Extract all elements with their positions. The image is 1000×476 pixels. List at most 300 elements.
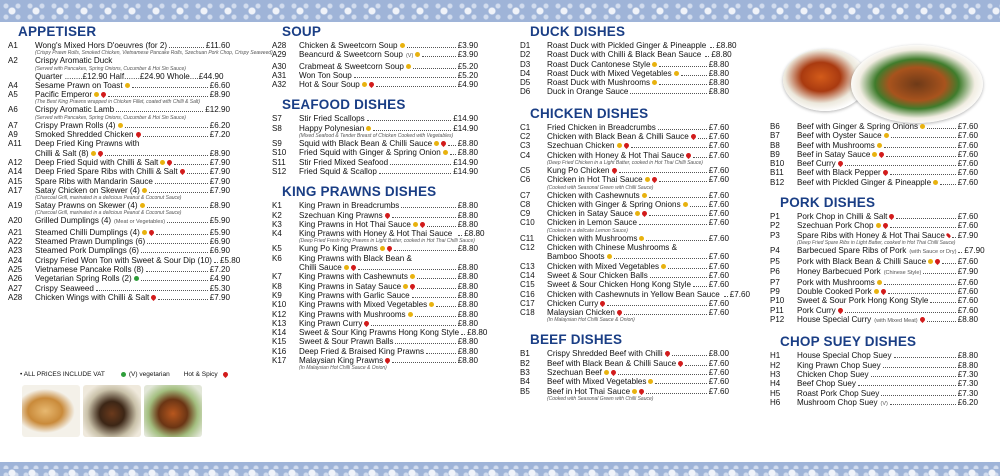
item-price: £4.90 [209, 274, 230, 284]
dot-leader [940, 184, 956, 185]
menu-item [520, 243, 729, 252]
item-description: (Served with Pancakes, Spring Onions, Cucumber & Hoi Sin Sauce) [35, 65, 186, 72]
nut-icon [648, 379, 653, 384]
menu-item [520, 234, 729, 243]
item-code: C7 [520, 190, 531, 200]
item-code: S11 [272, 157, 286, 167]
item-code: A21 [8, 227, 23, 237]
item-price: £8.80 [457, 356, 478, 366]
dot-leader [871, 376, 956, 377]
menu-item [8, 246, 230, 255]
item-name: Beef with Oyster Sauce [797, 131, 882, 141]
item-code: C12 [520, 243, 535, 253]
item-code: A6 [8, 105, 18, 115]
dot-leader [422, 56, 455, 57]
item-name: Kung Po Chicken [547, 165, 610, 175]
nut-icon [91, 151, 96, 156]
item-price: £8.80 [457, 263, 478, 273]
menu-item [8, 237, 230, 246]
dot-leader [427, 226, 456, 227]
nut-icon [661, 264, 666, 269]
stir-fry-dish-photo [851, 45, 983, 123]
menu-item [8, 139, 230, 148]
item-name: Chicken with Cashewnuts [547, 190, 640, 200]
item-code: A15 [8, 176, 23, 186]
dot-leader [392, 217, 456, 218]
item-name: Szechuan Beef [547, 368, 602, 378]
item-price: £7.60 [708, 190, 729, 200]
nut-icon [876, 223, 881, 228]
menu-item [272, 148, 478, 157]
dot-leader [845, 312, 956, 313]
menu-item [8, 149, 230, 158]
nut-icon [142, 188, 147, 193]
item-price: £6.90 [209, 246, 230, 256]
item-price: £8.80 [457, 210, 478, 220]
menu-item [272, 124, 478, 133]
item-price: £7.60 [957, 305, 978, 315]
chicken-heading: CHICKEN DISHES [530, 105, 649, 121]
dot-leader [395, 343, 455, 344]
item-price: £7.60 [708, 308, 729, 318]
nut-icon [874, 289, 879, 294]
item-code: P5 [770, 257, 780, 267]
nut-icon [652, 80, 657, 85]
seafood-list [272, 114, 478, 176]
dot-leader [147, 207, 208, 208]
item-price: £7.90 [209, 185, 230, 195]
item-name: Chicken in Hot Thai Sauce [547, 175, 643, 185]
item-price: £8.80 [708, 59, 729, 69]
dot-leader [618, 374, 707, 375]
item-name: Crispy Aromatic Lamb [35, 105, 115, 115]
menu-item [770, 398, 978, 409]
item-name: Chicken with Honey & Hot Thai Sauce [547, 150, 685, 160]
item-name: Roast Duck Cantonese Style [547, 59, 651, 69]
item-description: (Crispy Prawn Rolls, Smoked Chicken, Vietnamese Pancake Rolls, Szechuan Pork Chop, Crispy Seaweed) [35, 50, 273, 57]
item-price: £8.80 [457, 281, 478, 291]
food-photos [22, 385, 202, 437]
dot-leader [890, 227, 956, 228]
item-name: Pork Curry [797, 305, 836, 315]
menu-item [770, 178, 978, 187]
item-code: C15 [520, 280, 535, 290]
item-code: A12 [8, 157, 23, 167]
item-code: B8 [770, 140, 780, 150]
item-name: Quarter ........£12.90 Half.......£24.90 Whole....£44.90 [35, 71, 224, 81]
menu-item [8, 121, 230, 130]
item-price: £7.90 [964, 245, 985, 255]
item-name: Steamed Prawn Dumplings (6) [35, 237, 146, 247]
item-name: Crispy Fried Won Ton with Sweet & Sour Dip (10) [35, 255, 212, 265]
item-name: Fried Squid with Ginger & Spring Onion [299, 148, 441, 158]
chilli-icon [878, 151, 885, 158]
dot-leader [668, 268, 707, 269]
item-code: A26 [8, 274, 23, 284]
king-prawns-list [272, 201, 488, 372]
nut-icon [920, 124, 925, 129]
menu-item [770, 315, 978, 326]
item-price: £7.60 [708, 261, 729, 271]
dot-leader [942, 263, 956, 264]
item-price: £8.80 [957, 360, 978, 370]
item-price: £7.60 [708, 209, 729, 219]
dot-leader [461, 334, 465, 335]
nut-icon [406, 64, 411, 69]
dot-leader [146, 271, 208, 272]
item-code: A17 [8, 185, 23, 195]
dot-leader [401, 207, 455, 208]
menu-item [272, 167, 478, 176]
vat-notice-text: ALL PRICES INCLUDE VAT [23, 371, 105, 378]
dot-leader [354, 77, 456, 78]
item-price: £7.60 [708, 122, 729, 132]
menu-item [520, 50, 732, 60]
item-description: (Charcoal Grill, marinated in a delicious Peanut & Coconut Sauce) [35, 210, 182, 217]
item-price: £5.20 [457, 61, 478, 71]
item-price: £7.60 [708, 165, 729, 175]
chilli-icon [919, 316, 926, 323]
item-code: C10 [520, 218, 535, 228]
item-price: £8.80 [957, 315, 978, 325]
item-price: £7.60 [708, 280, 729, 290]
item-name: Chicken & Sweetcorn Soup [299, 41, 398, 50]
item-price: £7.60 [957, 277, 978, 287]
item-price: £7.30 [957, 369, 978, 379]
item-price: £5.80 [219, 255, 241, 265]
chilli-icon [384, 357, 391, 364]
dot-leader [886, 156, 955, 157]
menu-item [520, 41, 737, 50]
chilli-icon [934, 258, 941, 265]
item-price: £8.90 [209, 90, 230, 100]
item-code: H4 [770, 379, 781, 389]
nut-icon [140, 203, 145, 208]
pork-list [770, 212, 985, 326]
item-price: £7.90 [209, 157, 230, 167]
item-name: Spare Ribs with Mandarin Sauce [35, 176, 153, 186]
dot-leader [890, 174, 956, 175]
item-price: £3.90 [457, 41, 478, 50]
item-note-inline: (V) [880, 400, 888, 407]
menu-item [520, 359, 729, 368]
item-name: Malaysian Chicken [547, 308, 615, 318]
nut-icon [877, 143, 882, 148]
legend-vegetarian-label: (V) vegetarian [128, 371, 170, 378]
menu-item [770, 361, 978, 370]
menu-item [8, 167, 230, 176]
item-code: H5 [770, 388, 781, 398]
item-name: Deep Fried King Prawns with [35, 139, 140, 149]
item-price: £8.80 [708, 87, 729, 97]
item-price: £7.60 [957, 287, 978, 297]
item-name: Grilled Dumplings (4) [35, 216, 112, 226]
dot-leader [930, 302, 955, 303]
menu-item [272, 337, 478, 346]
dot-leader [659, 66, 706, 67]
item-name: Chilli Sauce [299, 263, 342, 273]
nut-icon [674, 71, 679, 76]
item-name: Chicken with Ginger & Spring Onions [547, 199, 681, 209]
dot-leader [639, 224, 707, 225]
menu-item [520, 60, 729, 69]
nut-icon [877, 280, 882, 285]
dot-leader [672, 355, 707, 356]
item-name: Malaysian King Prawns [299, 356, 384, 366]
dot-leader [141, 280, 208, 281]
dot-leader [373, 130, 451, 131]
item-code: A28 [272, 41, 287, 50]
menu-item [272, 300, 478, 309]
menu-item [770, 231, 978, 240]
item-name: Sweet & Sour Chicken Balls [547, 270, 648, 280]
dot-leader [174, 164, 207, 165]
item-price: £7.60 [729, 289, 751, 299]
nut-icon [344, 265, 349, 270]
item-name: King Prawn in Breadcrumbs [299, 201, 400, 211]
dot-leader [894, 357, 956, 358]
nut-icon [380, 246, 385, 251]
nut-icon [617, 143, 622, 148]
item-name: King Prawns with Black Bean & [299, 253, 412, 263]
menu-item [8, 255, 241, 265]
item-code: P1 [770, 212, 780, 222]
nut-icon [652, 62, 657, 67]
chilli-icon [638, 388, 645, 395]
chilli-icon [664, 350, 671, 357]
item-name: Beef in Satay Sauce [797, 149, 871, 159]
item-name: Beef Curry [797, 159, 836, 169]
item-price: £12.90 [205, 105, 230, 115]
menu-item [272, 50, 478, 61]
menu-item [770, 379, 978, 388]
nut-icon [872, 152, 877, 157]
item-name: Honey Barbecued Pork [797, 266, 881, 276]
menu-item [770, 267, 978, 278]
item-code: B10 [770, 159, 785, 169]
menu-item [272, 229, 485, 239]
menu-item [272, 220, 478, 229]
menu-item [520, 377, 729, 386]
item-price: £3.90 [457, 50, 478, 60]
item-name: Pork with Mushrooms [797, 277, 875, 287]
item-name: Stir Fried Scallops [299, 114, 365, 124]
king-prawns-heading: KING PRAWNS DISHES [282, 184, 437, 200]
menu-item [272, 254, 478, 263]
chilli-icon [651, 176, 658, 183]
item-code: K12 [272, 309, 287, 319]
dot-leader [158, 299, 207, 300]
item-code: A20 [8, 216, 23, 226]
dot-leader [724, 296, 728, 297]
item-description: (Served with Pancakes, Spring Onions, Cucumber & Hoi Sin Sauce) [35, 114, 186, 121]
menu-item [8, 284, 230, 293]
item-price: £8.80 [457, 300, 478, 310]
item-name: Pork with Black Bean & Chilli Sauce [797, 257, 927, 267]
menu-item [8, 41, 230, 50]
item-code: C5 [520, 165, 531, 175]
item-price: £8.80 [457, 244, 478, 254]
item-name: Beef Chop Suey [797, 379, 856, 389]
menu-item [520, 218, 729, 227]
chilli-icon [440, 140, 447, 147]
menu-item [8, 90, 230, 99]
item-price: £7.60 [957, 140, 978, 150]
dot-leader [710, 47, 714, 48]
item-price: £7.20 [209, 130, 230, 140]
dot-leader [685, 365, 707, 366]
item-note-inline: (with Sauce or Dry) [909, 248, 957, 255]
item-code: K17 [272, 356, 287, 366]
nut-icon [443, 150, 448, 155]
nut-icon [639, 236, 644, 241]
item-price: £7.60 [708, 132, 729, 142]
beef-list [520, 349, 729, 401]
dot-leader [630, 93, 706, 94]
item-name: Chicken Chop Suey [797, 369, 869, 379]
item-name: Chicken Curry [547, 298, 599, 308]
dot-leader [693, 157, 707, 158]
item-code: C11 [520, 233, 535, 243]
item-price: £7.60 [708, 252, 729, 262]
duck-heading: DUCK DISHES [530, 24, 626, 39]
dot-leader [659, 181, 707, 182]
dot-leader [649, 215, 707, 216]
item-code: A9 [8, 130, 18, 140]
dot-leader [141, 252, 208, 253]
item-name: Sweet & Sour Chicken Hong Kong Style [547, 280, 691, 290]
item-price: £7.60 [708, 358, 729, 368]
menu-item [520, 280, 729, 289]
menu-item [770, 159, 978, 168]
item-code: P4 [770, 245, 780, 255]
item-code: P11 [770, 305, 784, 315]
item-price: £8.80 [457, 346, 478, 356]
item-code: D2 [520, 50, 531, 60]
item-price: £5.30 [209, 283, 230, 293]
menu-item [272, 114, 478, 123]
nut-icon [413, 222, 418, 227]
item-code: D6 [520, 87, 531, 97]
dot-leader [412, 297, 456, 298]
item-code: K3 [272, 219, 282, 229]
item-price: £14.90 [453, 114, 478, 124]
vegetarian-icon [134, 276, 139, 281]
spare-ribs-photo [144, 385, 202, 437]
nut-icon [607, 254, 612, 259]
item-name: Fried Chicken in Breadcrumbs [547, 122, 656, 132]
menu-item [272, 244, 478, 253]
item-code: A24 [8, 255, 23, 265]
item-name: Vegetarian Spring Rolls (2) [35, 274, 132, 284]
item-code: K7 [272, 272, 282, 282]
item-price: £7.60 [708, 199, 729, 209]
item-name: Pacific Emperor [35, 90, 93, 100]
item-code: K10 [272, 300, 287, 310]
item-name: Won Ton Soup [299, 70, 352, 80]
item-price: £5.90 [209, 216, 230, 226]
item-code: A1 [8, 41, 18, 50]
dot-leader [927, 128, 956, 129]
vat-notice: • ALL PRICES INCLUDE VAT [20, 371, 105, 378]
item-name: Beef with Black Pepper [797, 168, 881, 178]
item-code: B4 [520, 377, 530, 387]
menu-item [770, 296, 978, 305]
dot-leader [156, 234, 208, 235]
item-price: £7.60 [957, 212, 978, 222]
item-code: A25 [8, 264, 23, 274]
item-name: Chilli & Salt (8) [35, 148, 89, 158]
item-code: C16 [520, 289, 535, 299]
item-price: £14.90 [453, 157, 478, 167]
chilli-icon [135, 131, 142, 138]
legend [20, 371, 228, 378]
item-price: £7.90 [209, 176, 230, 186]
item-name: Bamboo Shoots [547, 252, 605, 262]
item-price: £6.90 [209, 237, 230, 247]
item-price: £5.20 [457, 70, 478, 80]
dot-leader [413, 68, 456, 69]
item-price: £7.60 [708, 270, 729, 280]
nut-icon [118, 123, 123, 128]
item-name: Szechuan Pork Chop [797, 221, 874, 231]
item-code: P6 [770, 266, 780, 276]
item-name: Sweet & Sour Prawn Balls [299, 337, 394, 347]
chilli-icon [610, 369, 617, 376]
pork-heading: PORK DISHES [780, 195, 876, 211]
item-name: Szechuan Chicken [547, 141, 615, 151]
item-description: (Cooked with Seasonal Green with Chilli Sauce) [547, 184, 654, 191]
beef-continued-list [770, 122, 978, 187]
dot-leader [881, 395, 955, 396]
item-description: (The Best King Prawns wrapped in Chicken Fillet, coated with Chilli & Salt) [35, 99, 201, 106]
dot-leader [646, 240, 706, 241]
dot-leader [116, 111, 203, 112]
item-price: £7.60 [957, 221, 978, 231]
item-name: Squid with Black Bean & Chilli Sauce [299, 139, 433, 149]
item-price: £7.60 [708, 150, 729, 160]
dot-leader [858, 385, 956, 386]
column-2 [272, 24, 488, 372]
menu-item [520, 271, 729, 280]
item-price: £8.80 [457, 318, 478, 328]
dot-leader [690, 206, 707, 207]
column-1 [8, 24, 273, 302]
dot-leader [655, 383, 706, 384]
item-name: Beef with Mushrooms [797, 140, 875, 150]
item-price: £8.80 [711, 50, 732, 60]
legend-spicy [184, 371, 228, 378]
column-3 [520, 24, 751, 402]
item-description: (In Malaysian Hot Chilli Sauce & Onion) [547, 317, 635, 324]
chilli-icon [419, 221, 426, 228]
dot-leader [883, 367, 956, 368]
chilli-icon [888, 213, 895, 220]
item-code: K9 [272, 290, 282, 300]
item-name: Beef with Black Bean & Chilli Sauce [547, 358, 677, 368]
item-code: K5 [272, 244, 282, 254]
dot-leader [884, 147, 956, 148]
item-name: Satay Prawns on Skewer (4) [35, 201, 138, 211]
dot-leader [450, 154, 456, 155]
item-code: A19 [8, 201, 23, 211]
menu-item [770, 122, 978, 131]
dot-leader [426, 353, 456, 354]
dot-leader [891, 137, 956, 138]
item-name: Chicken with Black Bean & Chilli Sauce [547, 132, 689, 142]
item-code: C18 [520, 308, 535, 318]
item-price: £7.60 [708, 298, 729, 308]
